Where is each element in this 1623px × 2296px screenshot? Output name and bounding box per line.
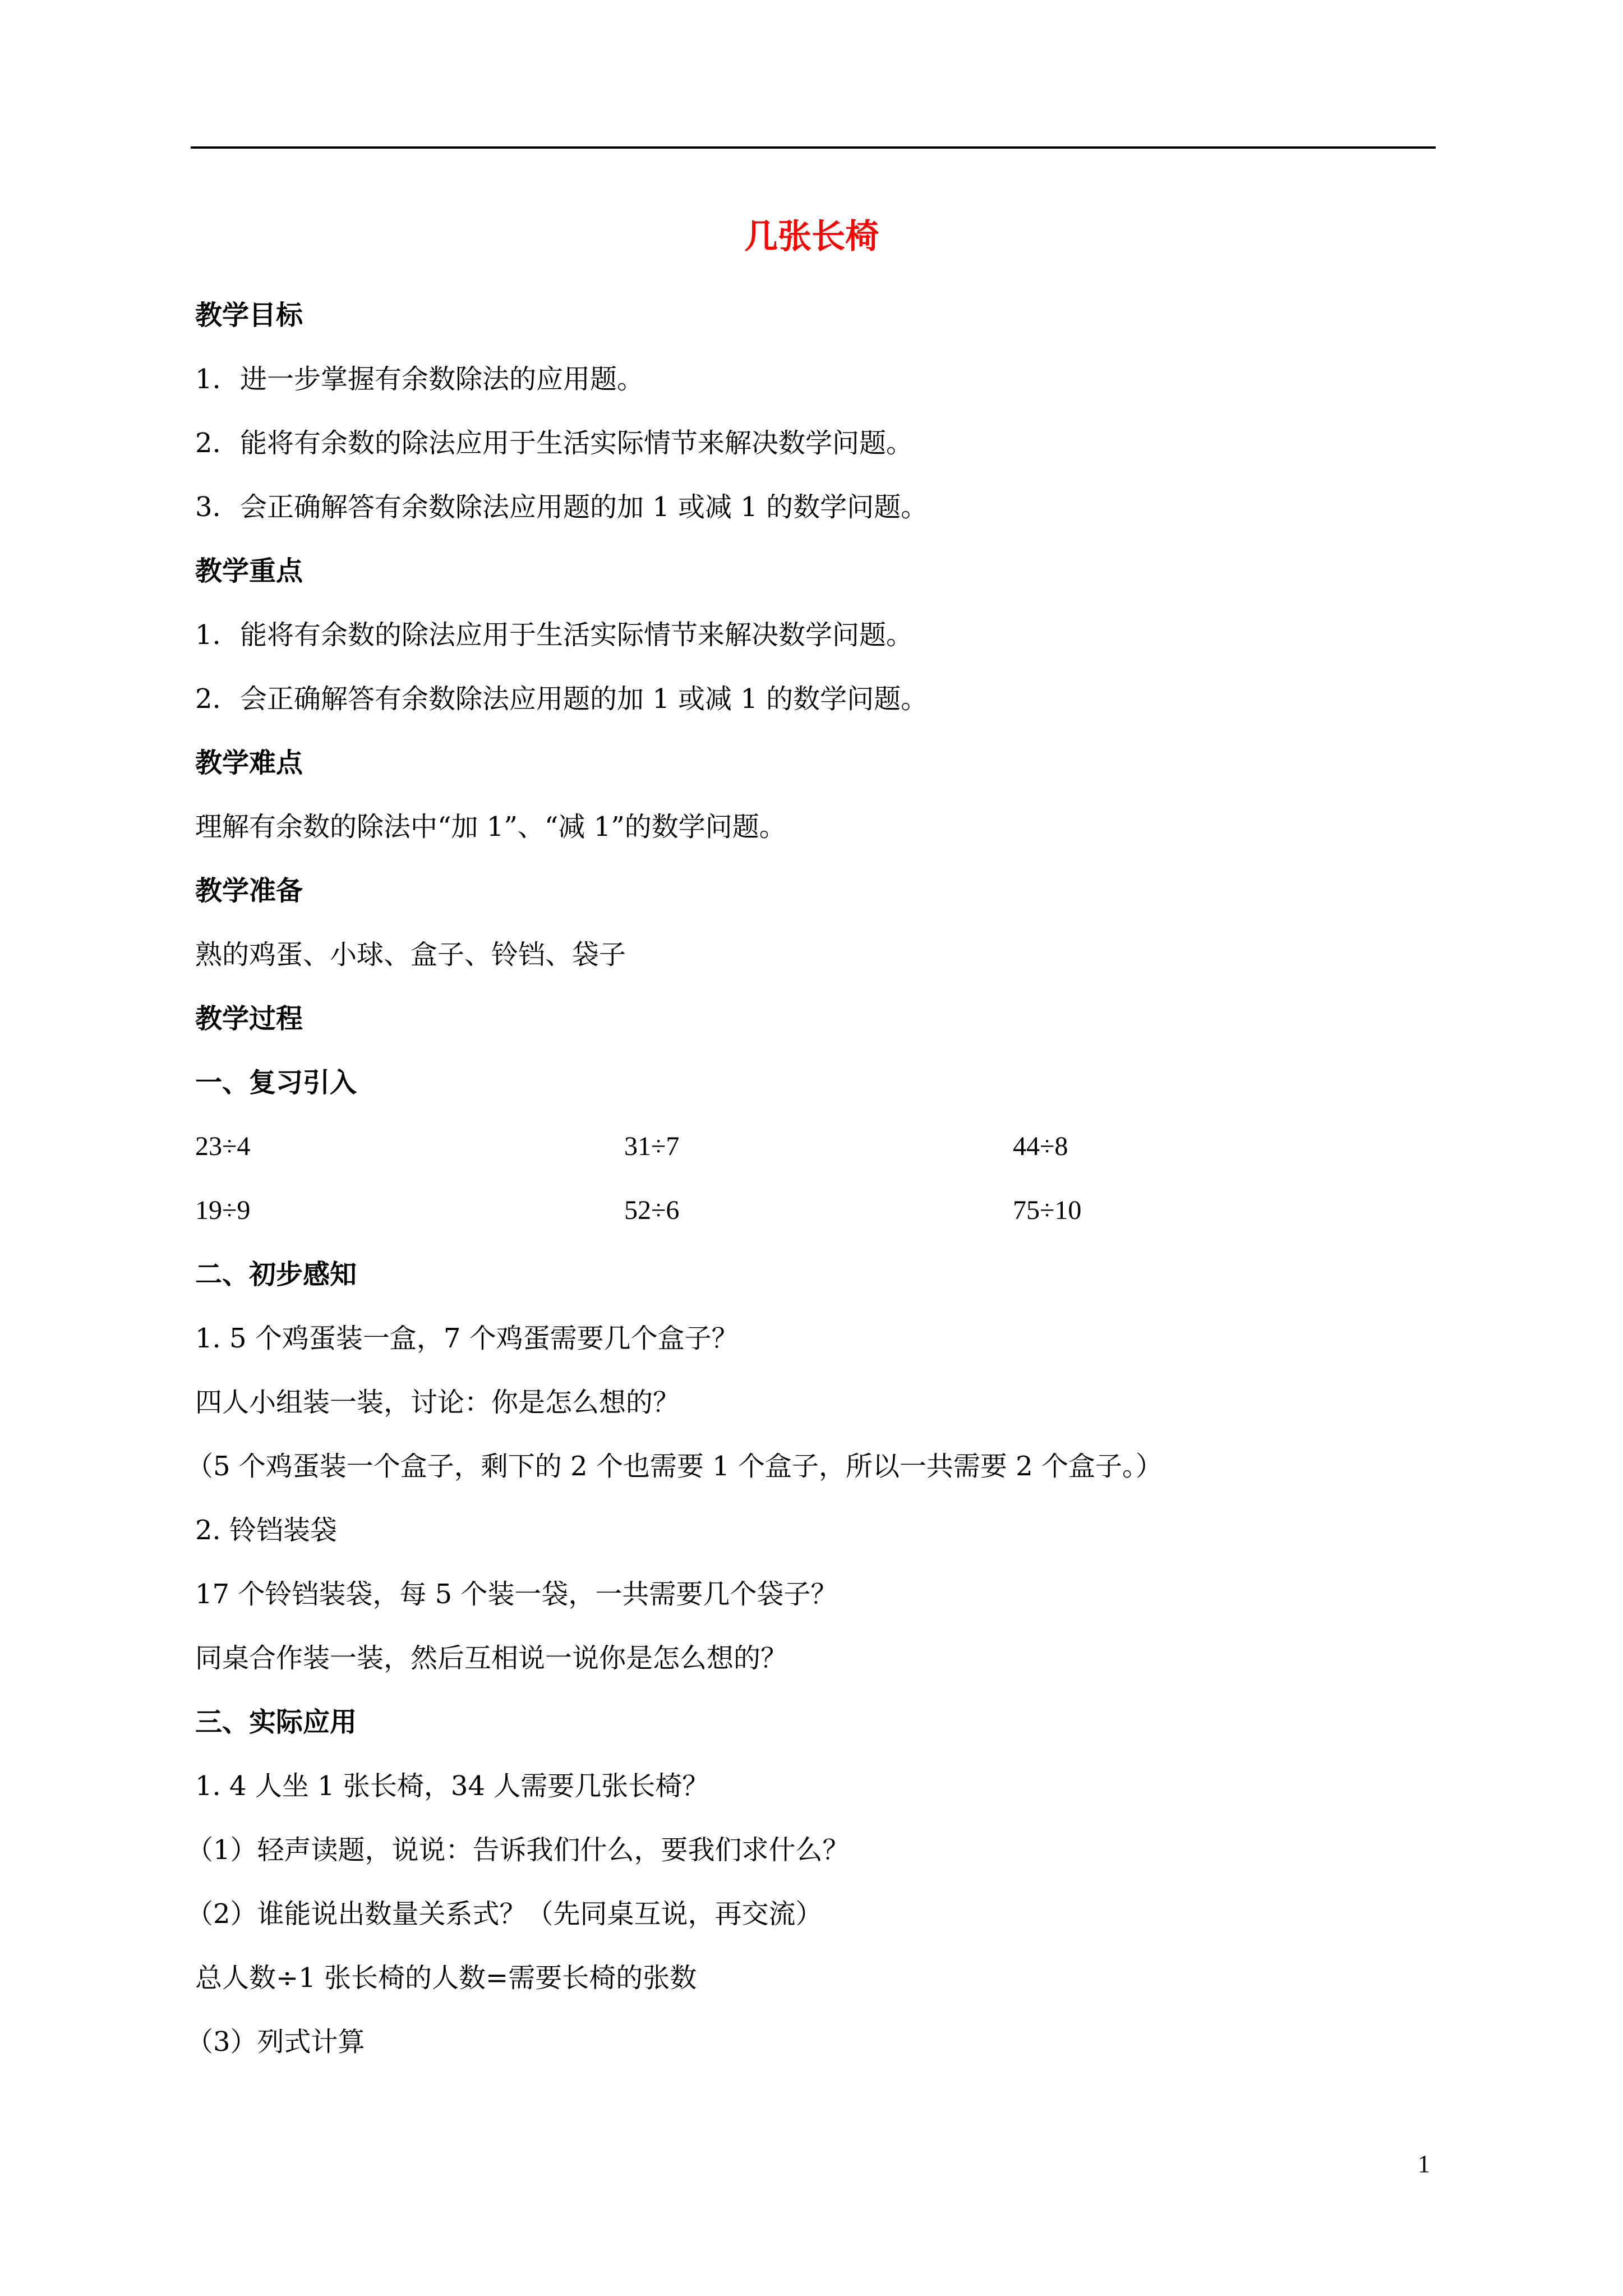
perception-line: （5 个鸡蛋装一个盒子，剩下的 2 个也需要 1 个盒子，所以一共需要 2 个盒子。）: [186, 1451, 1163, 1482]
review-expression: 75÷10: [1013, 1195, 1082, 1225]
header-rule: [191, 146, 1436, 149]
application-line: （3）列式计算: [186, 2026, 365, 2058]
list-text: 进一步掌握有余数除法的应用题。: [240, 364, 644, 395]
subsection-heading-application: 三、实际应用: [195, 1706, 357, 1738]
section-heading-process: 教学过程: [195, 1003, 303, 1034]
perception-line: 17 个铃铛装袋，每 5 个装一袋，一共需要几个袋子？: [195, 1579, 838, 1610]
section-heading-difficulties: 教学难点: [195, 747, 303, 779]
review-expression: 31÷7: [624, 1131, 680, 1161]
perception-line: 四人小组装一装，讨论：你是怎么想的？: [195, 1387, 680, 1418]
list-number: 3.: [195, 491, 221, 523]
subsection-heading-review: 一、复习引入: [195, 1067, 357, 1098]
section-heading-key-points: 教学重点: [195, 555, 303, 587]
goal-item-3: [195, 489, 928, 525]
document-title: 几张长椅: [744, 217, 879, 256]
key-point-item-2: [195, 681, 928, 717]
application-line: （1）轻声读题，说说：告诉我们什么，要我们求什么？: [186, 1834, 850, 1866]
review-expression: 19÷9: [195, 1195, 251, 1225]
preparation-text: 熟的鸡蛋、小球、盒子、铃铛、袋子: [195, 939, 626, 970]
review-expression: 23÷4: [195, 1131, 251, 1161]
difficulties-text: 理解有余数的除法中“加 1”、“减 1”的数学问题。: [195, 811, 786, 843]
list-text: 会正确解答有余数除法应用题的加 1 或减 1 的数学问题。: [240, 683, 928, 715]
perception-line: 同桌合作装一装，然后互相说一说你是怎么想的？: [195, 1642, 788, 1674]
list-text: 能将有余数的除法应用于生活实际情节来解决数学问题。: [240, 427, 914, 459]
goal-item-2: [195, 425, 913, 461]
section-heading-goals: 教学目标: [195, 300, 303, 331]
page-number: 1: [1418, 2150, 1430, 2178]
application-line: 总人数÷1 张长椅的人数=需要长椅的张数: [195, 1962, 697, 1994]
list-text: 会正确解答有余数除法应用题的加 1 或减 1 的数学问题。: [240, 491, 928, 523]
goal-item-1: [195, 361, 644, 397]
subsection-heading-perception: 二、初步感知: [195, 1259, 357, 1290]
list-number: 2.: [195, 683, 221, 715]
list-number: 1.: [195, 364, 221, 395]
application-line: （2）谁能说出数量关系式？（先同桌互说，再交流）: [186, 1898, 823, 1930]
key-point-item-1: [195, 617, 913, 653]
list-number: 1.: [195, 619, 221, 651]
application-line: 1. 4 人坐 1 张长椅，34 人需要几张长椅？: [195, 1770, 709, 1802]
section-heading-preparation: 教学准备: [195, 875, 303, 907]
list-text: 能将有余数的除法应用于生活实际情节来解决数学问题。: [240, 619, 914, 651]
list-number: 2.: [195, 427, 221, 459]
perception-line: 2. 铃铛装袋: [195, 1515, 338, 1546]
review-expression: 44÷8: [1013, 1131, 1068, 1161]
perception-line: 1. 5 个鸡蛋装一盒，7 个鸡蛋需要几个盒子？: [195, 1323, 739, 1354]
review-expression: 52÷6: [624, 1195, 680, 1225]
